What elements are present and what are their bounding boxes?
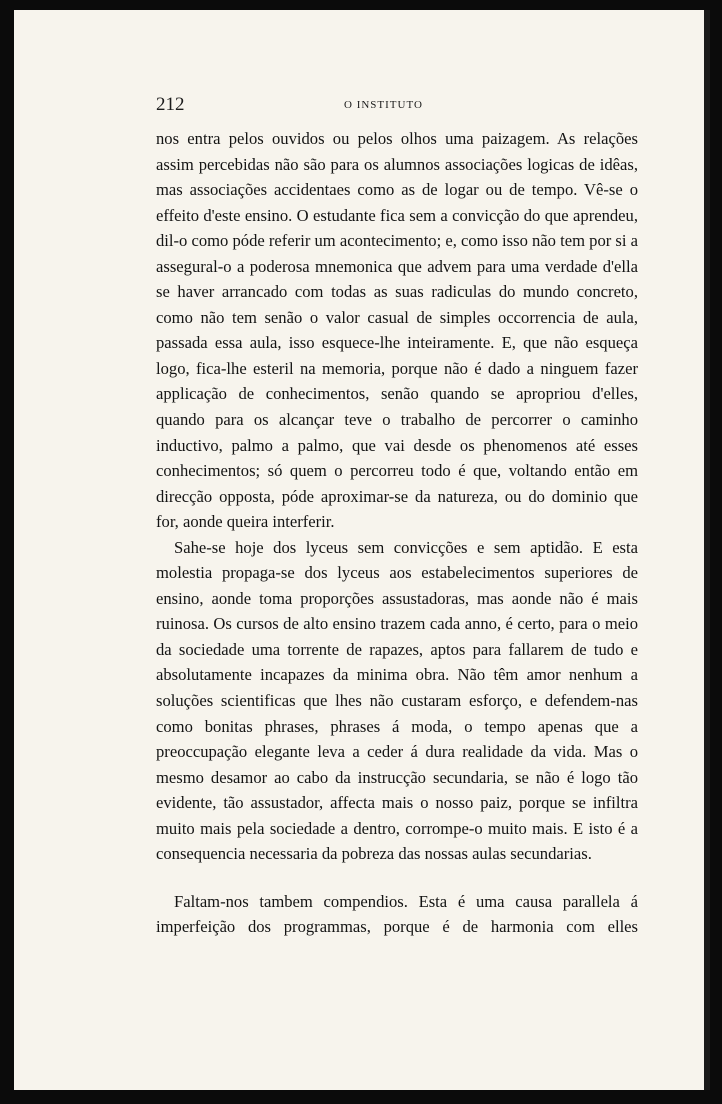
paragraph-compendios: Faltam-nos tambem compendios. Esta é uma causa parallela á imperfeição dos programmas, porque é de harmonia com elles <box>156 891 638 937</box>
scanned-page-frame <box>14 10 710 1090</box>
body-text <box>156 126 638 940</box>
book-page <box>14 10 704 1090</box>
paragraph-lyceus: Sahe-se hoje dos lyceus sem convicções e sem aptidão. E esta molestia propaga-se dos lyceus aos estabelecimentos superiores de ensino, aonde toma proporções assustadoras, mas aonde não é mais ruinosa. Os cursos de alto ensino trazem cada anno, é certo, para o meio da sociedade uma torrente de rapazes, aptos para fallarem de tudo e absolutamente incapazes da minima obra. Não têm amor nenhum a soluções scientificas que lhes não custaram esforço, e defendem-nas como bonitas phrases, phrases á moda, o tempo apenas que a preoccupação elegante leva a ceder á dura realidade da vida. Mas o mesmo desamor ao cabo da instrucção secundaria, se não é logo tão evidente, tão assustador, affecta mais o nosso paiz, porque se infiltra muito mais pela sociedade a dentro, corrompe-o muito mais. E isto é a consequencia necessaria da pobreza das nossas aulas secundarias. <box>156 537 638 864</box>
paragraph-continuation: nos entra pelos ouvidos ou pelos olhos uma paizagem. As relações assim percebidas não são para os alumnos associações logicas de idêas, mas associações accidentaes como as de logar ou de tempo. Vê-se o effeito d'este ensino. O estudante fica sem a convicção do que aprendeu, dil-o como póde referir um acontecimento; e, como isso não tem por si a assegural-o a poderosa mnemonica que advem para uma verdade d'ella se haver arrancado com todas as suas radiculas do mundo concreto, como não tem senão o valor casual de simples occorrencia de aula, passada essa aula, isso esquece-lhe inteiramente. E, que não esqueça logo, fica-lhe esteril na memoria, porque não é dado a ninguem fazer applicação de conhecimentos, senão quando se apropriou d'elles, quando para os alcançar teve o trabalho de percorrer o caminho inductivo, palmo a palmo, que vai desde os phenomenos até esses conhecimentos; só quem o percorreu todo é que, voltando então em direcção opposta, póde aproximar-se da natureza, ou do dominio que for, aonde queira interferir. <box>156 129 638 532</box>
page-header <box>156 94 636 116</box>
page-number: 212 <box>156 94 185 115</box>
running-title: O INSTITUTO <box>344 99 423 111</box>
paragraph-gap <box>156 867 638 889</box>
